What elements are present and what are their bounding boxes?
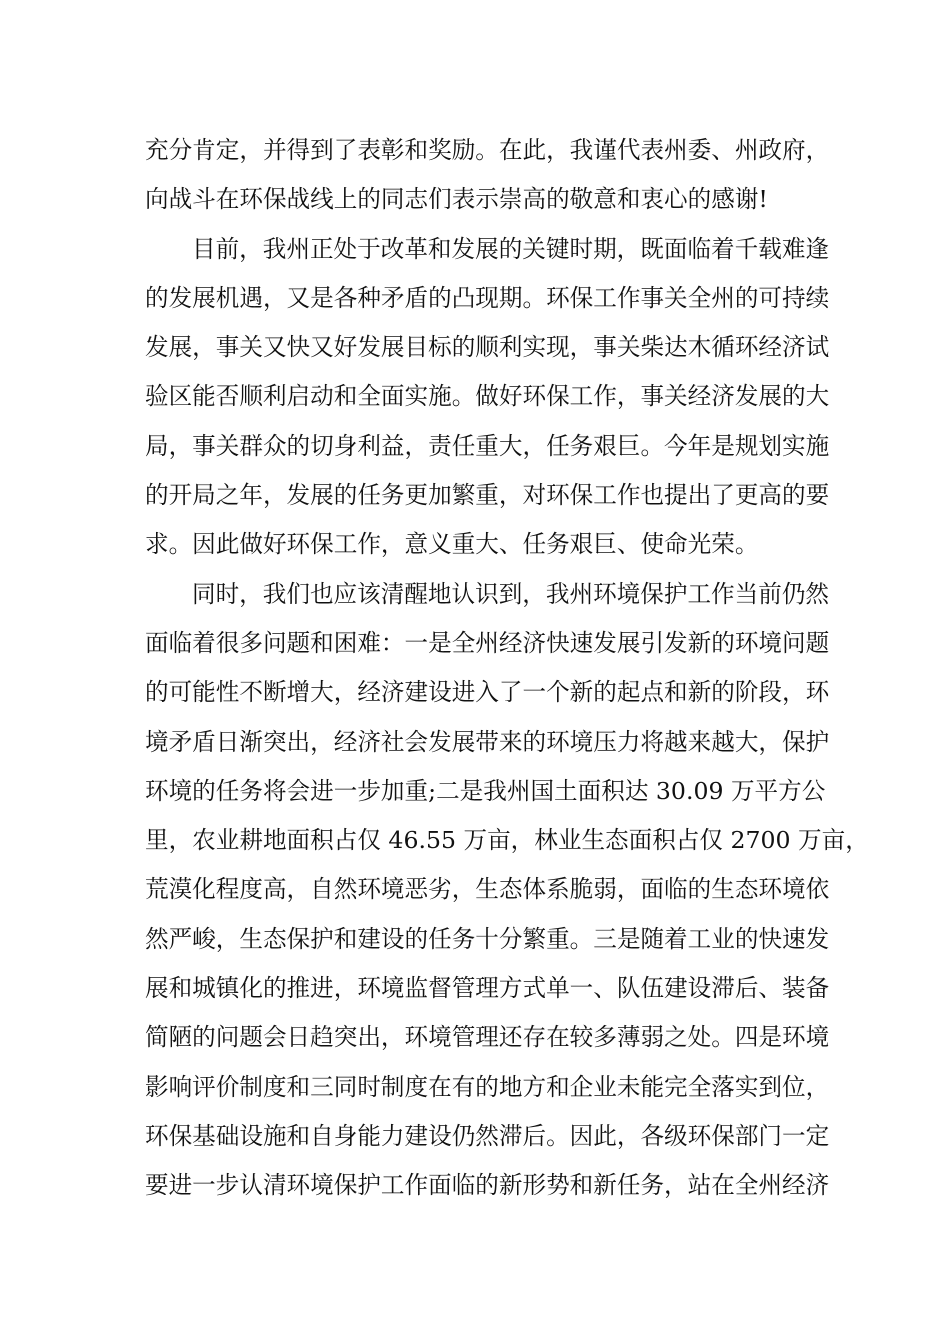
text-line: 向战斗在环保战线上的同志们表示崇高的敬意和衷心的感谢!: [145, 185, 768, 214]
text-line: 求。因此做好环保工作，意义重大、任务艰巨、使命光荣。: [145, 530, 759, 559]
text-line: 境矛盾日渐突出，经济社会发展带来的环境压力将越来越大，保护: [145, 727, 830, 756]
text-line: 发展，事关又快又好发展目标的顺利实现，事关柴达木循环经济试: [145, 333, 830, 362]
document-body: [145, 126, 869, 1211]
text-line: 荒漠化程度高，自然环境恶劣，生态体系脆弱，面临的生态环境依: [145, 875, 830, 904]
text-line: 验区能否顺利启动和全面实施。做好环保工作，事关经济发展的大: [145, 382, 830, 411]
text-line: 面临着很多问题和困难：一是全州经济快速发展引发新的环境问题: [145, 628, 830, 657]
text-line: 要进一步认清环境保护工作面临的新形势和新任务，站在全州经济: [145, 1171, 830, 1200]
text-line: 的开局之年，发展的任务更加繁重，对环保工作也提出了更高的要: [145, 481, 830, 510]
text-line: 展和城镇化的推进，环境监督管理方式单一、队伍建设滞后、装备: [145, 974, 830, 1003]
paragraph-first-line: 目前，我州正处于改革和发展的关键时期，既面临着千载难逢: [192, 234, 830, 263]
text-line: 环保基础设施和自身能力建设仍然滞后。因此，各级环保部门一定: [145, 1121, 830, 1150]
text-line: 影响评价制度和三同时制度在有的地方和企业未能完全落实到位，: [145, 1072, 830, 1101]
text-line: 充分肯定，并得到了表彰和奖励。在此，我谨代表州委、州政府，: [145, 136, 830, 164]
text-line: 简陋的问题会日趋突出，环境管理还存在较多薄弱之处。四是环境: [145, 1023, 830, 1052]
text-line: 局，事关群众的切身利益，责任重大，任务艰巨。今年是规划实施: [145, 431, 830, 460]
text-line: 里，农业耕地面积占仅 46.55 万亩，林业生态面积占仅 2700 万亩，: [145, 826, 869, 855]
paragraph-first-line: 同时，我们也应该清醒地认识到，我州环境保护工作当前仍然: [192, 579, 830, 608]
text-line: 的发展机遇，又是各种矛盾的凸现期。环保工作事关全州的可持续: [145, 283, 830, 312]
text-line: 的可能性不断增大，经济建设进入了一个新的起点和新的阶段，环: [145, 678, 830, 707]
text-line: 环境的任务将会进一步加重;二是我州国土面积达 30.09 万平方公: [145, 776, 826, 805]
text-line: 然严峻，生态保护和建设的任务十分繁重。三是随着工业的快速发: [145, 924, 830, 953]
